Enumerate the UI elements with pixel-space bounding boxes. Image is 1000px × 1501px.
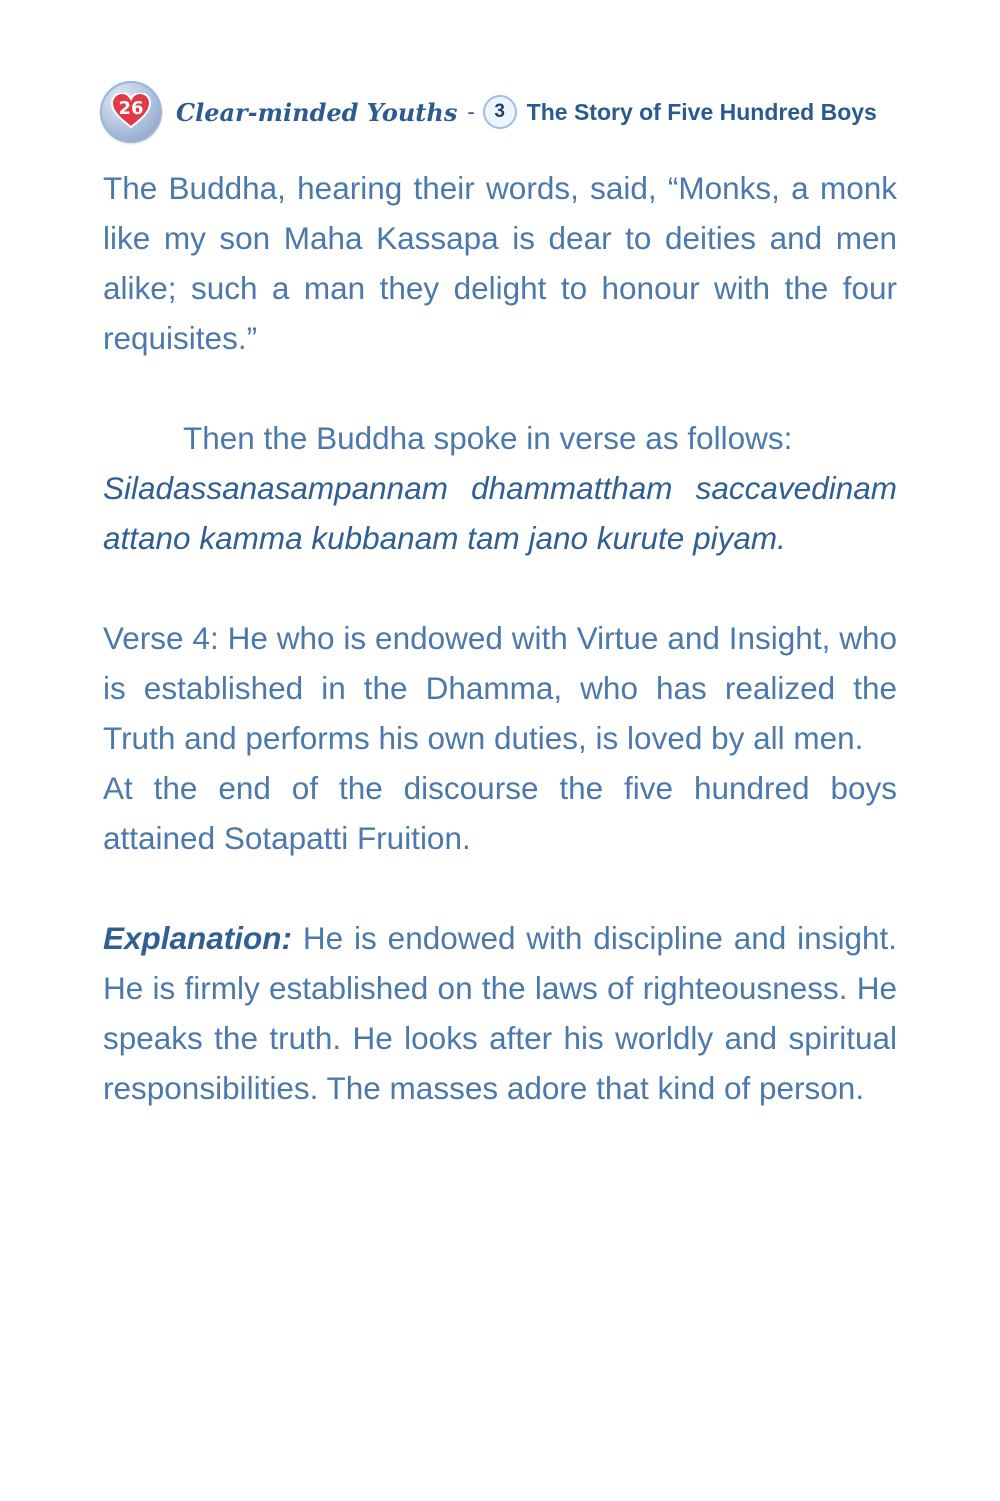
page-number: 26 [118,98,144,119]
page-number-badge [100,81,162,143]
chapter-title: The Story of Five Hundred Boys [526,98,877,125]
explanation-label: Explanation: [103,920,293,956]
paragraph-verse-intro: Then the Buddha spoke in verse as follows: [183,420,793,456]
paragraph-buddha-speech: The Buddha, hearing their words, said, “Monks, a monk like my son Maha Kassapa is dear to deities and men alike; such a man they delight to honour with the four requisites.” [103,170,897,356]
explanation-text: He is endowed with discipline and insight. He is firmly established on the laws of righteousness. He speaks the truth. He looks after his worldly and spiritual responsibilities. The masses adore that kind of person. [103,920,897,1106]
page-header [100,80,900,144]
paragraph-discourse-end: At the end of the discourse the five hundred boys attained Sotapatti Fruition. [103,770,897,856]
paragraph-verse-4: Verse 4: He who is endowed with Virtue and Insight, who is established in the Dhamma, who has realized the Truth and performs his own duties, is loved by all men. [103,620,897,756]
series-title: Clear-minded Youths [176,97,458,127]
verse-line-1: Siladassanasampannam dhammattham saccavedinam [103,470,897,506]
chapter-number: 3 [483,95,517,129]
page-content [103,163,897,1113]
paragraph-explanation [103,913,897,1113]
verse-line-2: attano kamma kubbanam tam jano kurute piyam. [103,520,786,556]
header-separator: - [467,99,475,124]
